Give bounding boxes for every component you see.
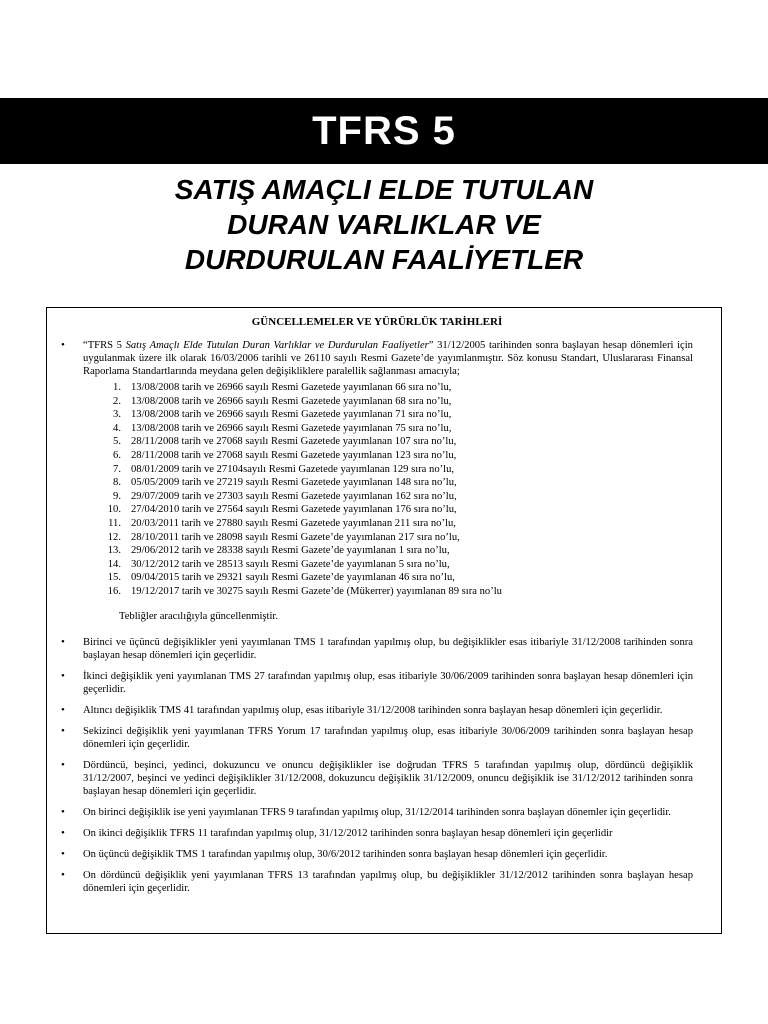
item-number: 11. xyxy=(108,517,121,529)
item-text: 13/08/2008 tarih ve 26966 sayılı Resmi Gazetede yayımlanan 68 sıra no’lu, xyxy=(131,395,452,407)
item-text: 20/03/2011 tarih ve 27880 sayılı Resmi Gazetede yayımlanan 211 sıra no’lu, xyxy=(131,517,456,529)
title-banner xyxy=(0,98,768,164)
intro-paragraph xyxy=(61,339,693,378)
item-number: 1. xyxy=(113,382,121,393)
list-item xyxy=(61,558,693,572)
list-item xyxy=(61,571,693,585)
subtitle xyxy=(0,172,768,277)
effective-dates-list xyxy=(61,636,693,895)
box-title: GÜNCELLEMELER VE YÜRÜRLÜK TARİHLERİ xyxy=(251,316,503,328)
list-item xyxy=(61,517,693,531)
bullet-item: • İkinci değişiklik yeni yayımlanan TMS 27 tarafından yapılmış olup, esas itibariyle 30/06/2009 tarihinden sonra başlayan hesap dönemleri için geçerlidir. xyxy=(61,670,693,696)
item-text: 13/08/2008 tarih ve 26966 sayılı Resmi Gazetede yayımlanan 66 sıra no’lu, xyxy=(131,382,452,393)
list-item xyxy=(61,422,693,436)
item-text: 19/12/2017 tarih ve 30275 sayılı Resmi Gazete’de (Mükerrer) yayımlanan 89 sıra no’lu xyxy=(131,585,502,597)
item-text: 28/10/2011 tarih ve 28098 sayılı Resmi Gazete’de yayımlanan 217 sıra no’lu, xyxy=(131,531,460,543)
list-item xyxy=(61,476,693,490)
item-text: 29/06/2012 tarih ve 28338 sayılı Resmi Gazete’de yayımlanan 1 sıra no’lu, xyxy=(131,545,450,557)
bullet-item: • Dördüncü, beşinci, yedinci, dokuzuncu ve onuncu değişiklikler ise doğrudan TFRS 5 tarafından yapılmış olup, dördüncü değişiklik 31/12/2007, beşinci ve yedinci değişiklikler 31/12/2008, dokuzuncu değişiklik 31/12/2009, onuncu değişiklik ise 31/12/2012 tarihinden sonra başlayan hesap dönemleri için geçerlidir. xyxy=(61,759,693,798)
item-text: 28/11/2008 tarih ve 27068 sayılı Resmi Gazetede yayımlanan 107 sıra no’lu, xyxy=(131,436,457,448)
updates-box xyxy=(46,307,722,934)
list-item xyxy=(61,449,693,463)
item-text: 30/12/2012 tarih ve 28513 sayılı Resmi Gazete’de yayımlanan 5 sıra no’lu, xyxy=(131,558,450,570)
item-number: 8. xyxy=(113,477,121,489)
item-text: 05/05/2009 tarih ve 27219 sayılı Resmi Gazetede yayımlanan 148 sıra no’lu, xyxy=(131,477,457,489)
item-text: 29/07/2009 tarih ve 27303 sayılı Resmi Gazetede yayımlanan 162 sıra no’lu, xyxy=(131,490,457,502)
item-number: 13. xyxy=(107,545,121,557)
item-text: 27/04/2010 tarih ve 27564 sayılı Resmi Gazetede yayımlanan 176 sıra no’lu, xyxy=(131,504,457,516)
item-text: 13/08/2008 tarih ve 26966 sayılı Resmi Gazetede yayımlanan 71 sıra no’lu, xyxy=(131,409,452,421)
list-item xyxy=(61,585,693,599)
bullet-item: • On üçüncü değişiklik TMS 1 tarafından yapılmış olup, 30/6/2012 tarihinden sonra başlayan hesap dönemleri için geçerlidir. xyxy=(61,848,693,861)
item-number: 7. xyxy=(113,463,121,475)
list-item xyxy=(61,463,693,477)
subtitle-line: SATIŞ AMAÇLI ELDE TUTULAN xyxy=(174,174,594,205)
item-number: 10. xyxy=(107,504,121,516)
item-number: 2. xyxy=(113,395,121,407)
intro-prefix: “TFRS 5 xyxy=(83,340,126,351)
subtitle-line: DURDURULAN FAALİYETLER xyxy=(184,244,584,275)
page-title: TFRS 5 xyxy=(312,108,456,153)
bullet-item: • On ikinci değişiklik TFRS 11 tarafından yapılmış olup, 31/12/2012 tarihinden sonra başlayan hesap dönemleri için geçerlidir xyxy=(61,827,693,840)
list-item xyxy=(61,544,693,558)
item-number: 14. xyxy=(107,558,121,570)
item-number: 3. xyxy=(113,409,121,421)
standard-title: Satış Amaçlı Elde Tutulan Duran Varlıklar ve Durdurulan Faaliyetler xyxy=(125,340,429,351)
intro-rest: ” 31/12/2005 tarihinden sonra başlayan hesap dönemleri için uygulanmak üzere ilk olarak 16/03/2006 tarihli ve 26110 sayılı Resmi Gazete’de yayımlanmıştır. Söz konusu Standart, Uluslararası Finansal Raporlama Standartlarında meydana gelen değişikliklere paralellik sağlanması amacıyla; xyxy=(83,340,693,377)
item-number: 9. xyxy=(113,490,121,502)
item-text: 08/01/2009 tarih ve 27104sayılı Resmi Gazetede yayımlanan 129 sıra no’lu, xyxy=(131,463,455,475)
list-item xyxy=(61,531,693,545)
list-item xyxy=(61,395,693,409)
list-item xyxy=(61,408,693,422)
item-number: 15. xyxy=(107,572,121,584)
item-text: 13/08/2008 tarih ve 26966 sayılı Resmi Gazetede yayımlanan 75 sıra no’lu, xyxy=(131,422,452,434)
item-number: 16. xyxy=(107,585,121,597)
item-number: 12. xyxy=(107,531,121,543)
bullet-item: • Sekizinci değişiklik yeni yayımlanan TFRS Yorum 17 tarafından yapılmış olup, esas itibariyle 30/06/2009 tarihinden sonra başlayan hesap dönemleri için geçerlidir. xyxy=(61,725,693,751)
bullet-item: • On dördüncü değişiklik yeni yayımlanan TFRS 13 tarafından yapılmış olup, bu değişiklikler 31/12/2012 tarihinden sonra başlayan hesap dönemleri için geçerlidir. xyxy=(61,869,693,895)
note: Tebliğler aracılığıyla güncellenmiştir. xyxy=(119,610,278,622)
item-text: 09/04/2015 tarih ve 29321 sayılı Resmi Gazete’de yayımlanan 46 sıra no’lu, xyxy=(131,572,455,584)
item-number: 4. xyxy=(113,422,121,434)
subtitle-line: DURAN VARLIKLAR VE xyxy=(227,209,541,240)
item-number: 5. xyxy=(113,436,121,448)
bullet-item: • Birinci ve üçüncü değişiklikler yeni yayımlanan TMS 1 tarafından yapılmış olup, bu değişiklikler esas itibariyle 31/12/2008 tarihinden sonra başlayan hesap dönemleri için geçerlidir. xyxy=(61,636,693,662)
bullet-item: • Altıncı değişiklik TMS 41 tarafından yapılmış olup, esas itibariyle 31/12/2008 tarihinden sonra başlayan hesap dönemleri için geçerlidir. xyxy=(61,704,693,717)
list-item xyxy=(61,381,693,395)
list-item xyxy=(61,435,693,449)
item-text: 28/11/2008 tarih ve 27068 sayılı Resmi Gazetede yayımlanan 123 sıra no’lu, xyxy=(131,449,457,461)
list-item xyxy=(61,490,693,504)
item-number: 6. xyxy=(113,449,121,461)
bullet-item: • On birinci değişiklik ise yeni yayımlanan TFRS 9 tarafından yapılmış olup, 31/12/2014 tarihinden sonra başlayan dönemler için geçerlidir. xyxy=(61,806,693,819)
list-item xyxy=(61,503,693,517)
amendment-list xyxy=(61,381,693,599)
